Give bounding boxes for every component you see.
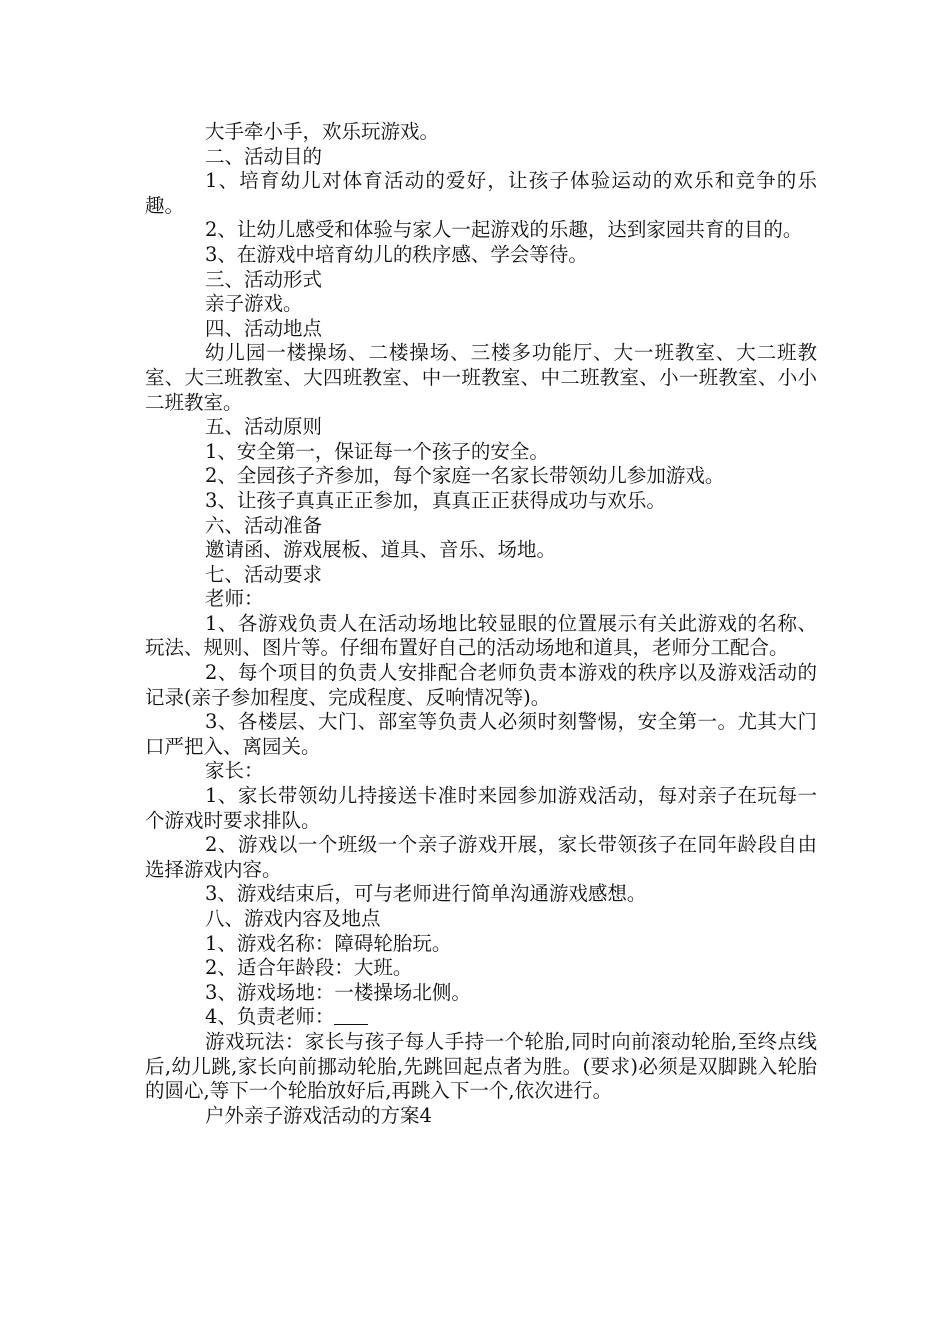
section-heading: 二、活动目的 [205, 144, 323, 168]
paragraph: 3、让孩子真真正正参加，真真正正获得成功与欢乐。 [205, 488, 666, 512]
section-heading: 三、活动形式 [205, 267, 323, 291]
blank-line [334, 1006, 368, 1025]
section-heading: 七、活动要求 [205, 562, 323, 586]
paragraph: 2、让幼儿感受和体验与家人一起游戏的乐趣，达到家园共育的目的。 [205, 218, 803, 242]
paragraph: 2、全园孩子齐参加，每个家庭一名家长带领幼儿参加游戏。 [205, 464, 725, 488]
paragraph: 幼儿园一楼操场、二楼操场、三楼多功能厅、大一班教室、大二班教室、大三班教室、大四班教室、中一班教室、中二班教室、小一班教室、小小二班教室。 [145, 341, 817, 414]
paragraph: 3、游戏结束后，可与老师进行简单沟通游戏感想。 [205, 882, 647, 906]
paragraph: 3、各楼层、大门、部室等负责人必须时刻警惕，安全第一。尤其大门口严把入、离园关。 [145, 710, 817, 758]
paragraph: 3、在游戏中培育幼儿的秩序感、学会等待。 [205, 242, 588, 266]
paragraph: 亲子游戏。 [205, 292, 303, 316]
paragraph: 1、各游戏负责人在活动场地比较显眼的位置展示有关此游戏的名称、玩法、规则、图片等。仔细布置好自己的活动场地和道具，老师分工配合。 [145, 611, 817, 660]
section-heading: 四、活动地点 [205, 316, 323, 340]
paragraph: 1、培育幼儿对体育活动的爱好，让孩子体验运动的欢乐和竞争的乐趣。 [145, 169, 817, 217]
paragraph-text: 4、负责老师： [205, 1005, 335, 1029]
paragraph: 2、每个项目的负责人安排配合老师负责本游戏的秩序以及游戏活动的记录(亲子参加程度、完成程度、反响情况等)。 [145, 661, 817, 709]
document-body [145, 120, 817, 1128]
paragraph: 1、安全第一，保证每一个孩子的安全。 [205, 439, 549, 463]
paragraph: 1、游戏名称：障碍轮胎玩。 [205, 931, 452, 955]
paragraph: 大手牵小手，欢乐玩游戏。 [205, 120, 440, 143]
paragraph: 3、游戏场地：一楼操场北侧。 [205, 980, 471, 1004]
paragraph [145, 1005, 817, 1030]
paragraph: 邀请函、游戏展板、道具、音乐、场地。 [205, 538, 557, 562]
paragraph: 2、游戏以一个班级一个亲子游戏开展，家长带领孩子在同年龄段自由选择游戏内容。 [145, 833, 817, 881]
paragraph: 2、适合年龄段：大班。 [205, 956, 413, 980]
paragraph: 1、家长带领幼儿持接送卡准时来园参加游戏活动，每对亲子在玩每一个游戏时要求排队。 [145, 784, 817, 832]
section-heading: 八、游戏内容及地点 [205, 907, 381, 930]
section-heading: 五、活动原则 [205, 415, 323, 439]
section-heading: 户外亲子游戏活动的方案4 [205, 1103, 432, 1127]
paragraph: 家长： [205, 759, 264, 783]
section-heading: 六、活动准备 [205, 513, 323, 537]
paragraph: 游戏玩法：家长与孩子每人手持一个轮胎,同时向前滚动轮胎,至终点线后,幼儿跳,家长向前挪动轮胎,先跳回起点者为胜。(要求)必须是双脚跳入轮胎的圆心,等下一个轮胎放好后,再跳入下一个,依次进行。 [145, 1029, 817, 1103]
paragraph: 老师： [205, 587, 264, 611]
